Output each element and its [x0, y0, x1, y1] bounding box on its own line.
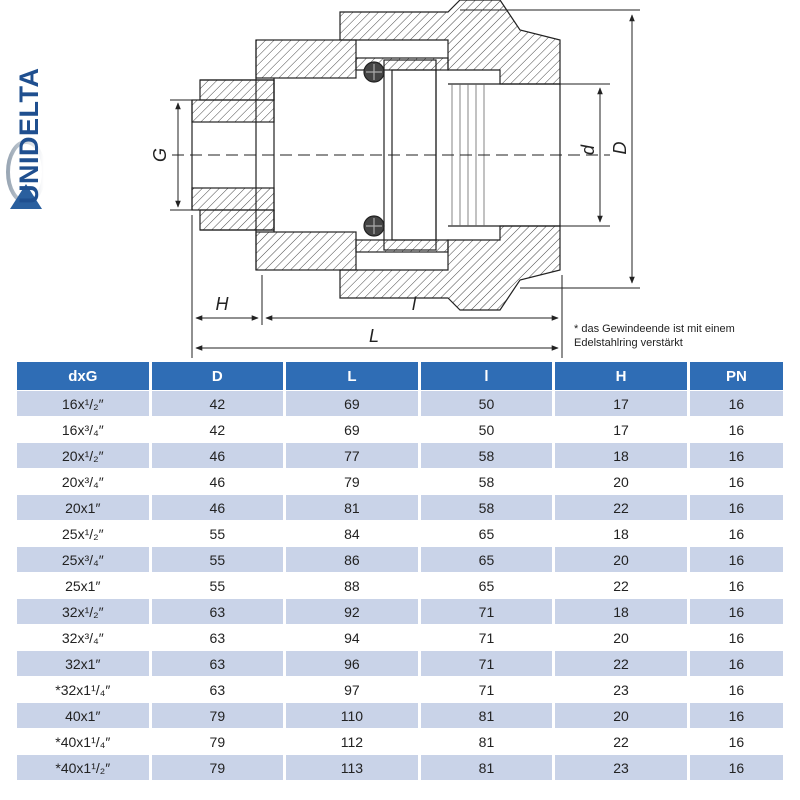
cell-D: 63: [152, 677, 284, 702]
dim-label-G: G: [150, 147, 170, 163]
cell-H: 20: [555, 547, 687, 572]
cell-l: 81: [421, 729, 553, 754]
cell-D: 55: [152, 521, 284, 546]
cell-l: 65: [421, 547, 553, 572]
cell-L: 96: [286, 651, 418, 676]
cell-l: 71: [421, 625, 553, 650]
cell-D: 63: [152, 599, 284, 624]
cell-H: 22: [555, 573, 687, 598]
logo-wordmark: UNIDELTA: [14, 67, 44, 204]
cell-L: 112: [286, 729, 418, 754]
dim-label-D: D: [610, 141, 630, 155]
cell-H: 20: [555, 625, 687, 650]
column-header-dxg: dxG: [17, 362, 149, 390]
cell-dxg: *32x1¹/₄″: [17, 677, 149, 702]
cell-l: 71: [421, 599, 553, 624]
cell-dxg: 32x¹/₂″: [17, 599, 149, 624]
table-row: [17, 417, 783, 442]
cell-dxg: *40x1¹/₂″: [17, 755, 149, 780]
cell-L: 113: [286, 755, 418, 780]
cell-PN: 16: [690, 573, 783, 598]
cell-dxg: 32x³/₄″: [17, 625, 149, 650]
cell-D: 42: [152, 417, 284, 442]
cell-D: 42: [152, 391, 284, 416]
cell-dxg: 16x³/₄″: [17, 417, 149, 442]
cell-PN: 16: [690, 521, 783, 546]
cell-D: 55: [152, 573, 284, 598]
cell-D: 79: [152, 755, 284, 780]
cell-H: 22: [555, 729, 687, 754]
dim-label-l: l: [412, 294, 416, 314]
cell-PN: 16: [690, 677, 783, 702]
technical-drawing: [140, 0, 650, 360]
cell-PN: 16: [690, 755, 783, 780]
cell-dxg: 16x¹/₂″: [17, 391, 149, 416]
cell-L: 86: [286, 547, 418, 572]
table-row: [17, 677, 783, 702]
table-row: [17, 469, 783, 494]
cell-H: 18: [555, 599, 687, 624]
footnote-line-1: * das Gewindeende ist mit einem: [574, 323, 735, 335]
dim-label-H: H: [215, 294, 229, 314]
cell-H: 20: [555, 703, 687, 728]
dim-label-L: L: [368, 326, 380, 346]
column-header-H: H: [555, 362, 687, 390]
cell-H: 20: [555, 469, 687, 494]
cell-PN: 16: [690, 469, 783, 494]
cell-PN: 16: [690, 625, 783, 650]
cell-L: 69: [286, 417, 418, 442]
cell-l: 81: [421, 703, 553, 728]
cell-D: 79: [152, 729, 284, 754]
table-row: [17, 651, 783, 676]
cell-H: 22: [555, 651, 687, 676]
column-header-PN: PN: [690, 362, 783, 390]
table-row: [17, 495, 783, 520]
cell-L: 92: [286, 599, 418, 624]
cell-dxg: 32x1″: [17, 651, 149, 676]
cell-l: 81: [421, 755, 553, 780]
cell-L: 79: [286, 469, 418, 494]
cell-L: 110: [286, 703, 418, 728]
table-header-row: [17, 362, 783, 390]
column-header-D: D: [152, 362, 284, 390]
cell-H: 17: [555, 417, 687, 442]
cell-dxg: 25x¹/₂″: [17, 521, 149, 546]
cell-l: 58: [421, 469, 553, 494]
cell-H: 22: [555, 495, 687, 520]
footnote-line-2: Edelstahlring verstärkt: [574, 337, 683, 349]
table-row: [17, 599, 783, 624]
cell-dxg: 20x¹/₂″: [17, 443, 149, 468]
cell-PN: 16: [690, 495, 783, 520]
column-header-L: L: [286, 362, 418, 390]
cell-L: 77: [286, 443, 418, 468]
cell-H: 18: [555, 443, 687, 468]
cell-L: 88: [286, 573, 418, 598]
cell-D: 46: [152, 469, 284, 494]
cell-l: 50: [421, 417, 553, 442]
cell-dxg: *40x1¹/₄″: [17, 729, 149, 754]
table-row: [17, 729, 783, 754]
cell-dxg: 25x³/₄″: [17, 547, 149, 572]
cell-H: 18: [555, 521, 687, 546]
dim-label-d: d: [578, 144, 598, 156]
cell-D: 55: [152, 547, 284, 572]
cell-PN: 16: [690, 547, 783, 572]
cell-D: 79: [152, 703, 284, 728]
cell-l: 58: [421, 443, 553, 468]
footnote: [574, 322, 735, 350]
cell-dxg: 25x1″: [17, 573, 149, 598]
cell-H: 23: [555, 677, 687, 702]
cell-D: 46: [152, 443, 284, 468]
cell-PN: 16: [690, 729, 783, 754]
cell-H: 23: [555, 755, 687, 780]
cell-D: 63: [152, 651, 284, 676]
cell-L: 84: [286, 521, 418, 546]
cell-l: 58: [421, 495, 553, 520]
unidelta-logo: [4, 4, 46, 214]
cell-dxg: 20x1″: [17, 495, 149, 520]
cell-dxg: 40x1″: [17, 703, 149, 728]
cell-L: 69: [286, 391, 418, 416]
cell-D: 46: [152, 495, 284, 520]
table-row: [17, 573, 783, 598]
table-row: [17, 521, 783, 546]
cell-l: 50: [421, 391, 553, 416]
cell-H: 17: [555, 391, 687, 416]
cell-l: 71: [421, 651, 553, 676]
table-row: [17, 625, 783, 650]
cell-dxg: 20x³/₄″: [17, 469, 149, 494]
cell-PN: 16: [690, 391, 783, 416]
cell-PN: 16: [690, 417, 783, 442]
dimension-table: [14, 361, 786, 781]
cell-PN: 16: [690, 703, 783, 728]
cell-PN: 16: [690, 651, 783, 676]
table-row: [17, 547, 783, 572]
table-row: [17, 703, 783, 728]
table-row: [17, 391, 783, 416]
cell-L: 94: [286, 625, 418, 650]
cell-l: 65: [421, 521, 553, 546]
table-row: [17, 755, 783, 780]
cell-PN: 16: [690, 443, 783, 468]
cell-L: 81: [286, 495, 418, 520]
cell-l: 65: [421, 573, 553, 598]
column-header-l: l: [421, 362, 553, 390]
cell-D: 63: [152, 625, 284, 650]
cell-L: 97: [286, 677, 418, 702]
cell-l: 71: [421, 677, 553, 702]
cell-PN: 16: [690, 599, 783, 624]
table-row: [17, 443, 783, 468]
